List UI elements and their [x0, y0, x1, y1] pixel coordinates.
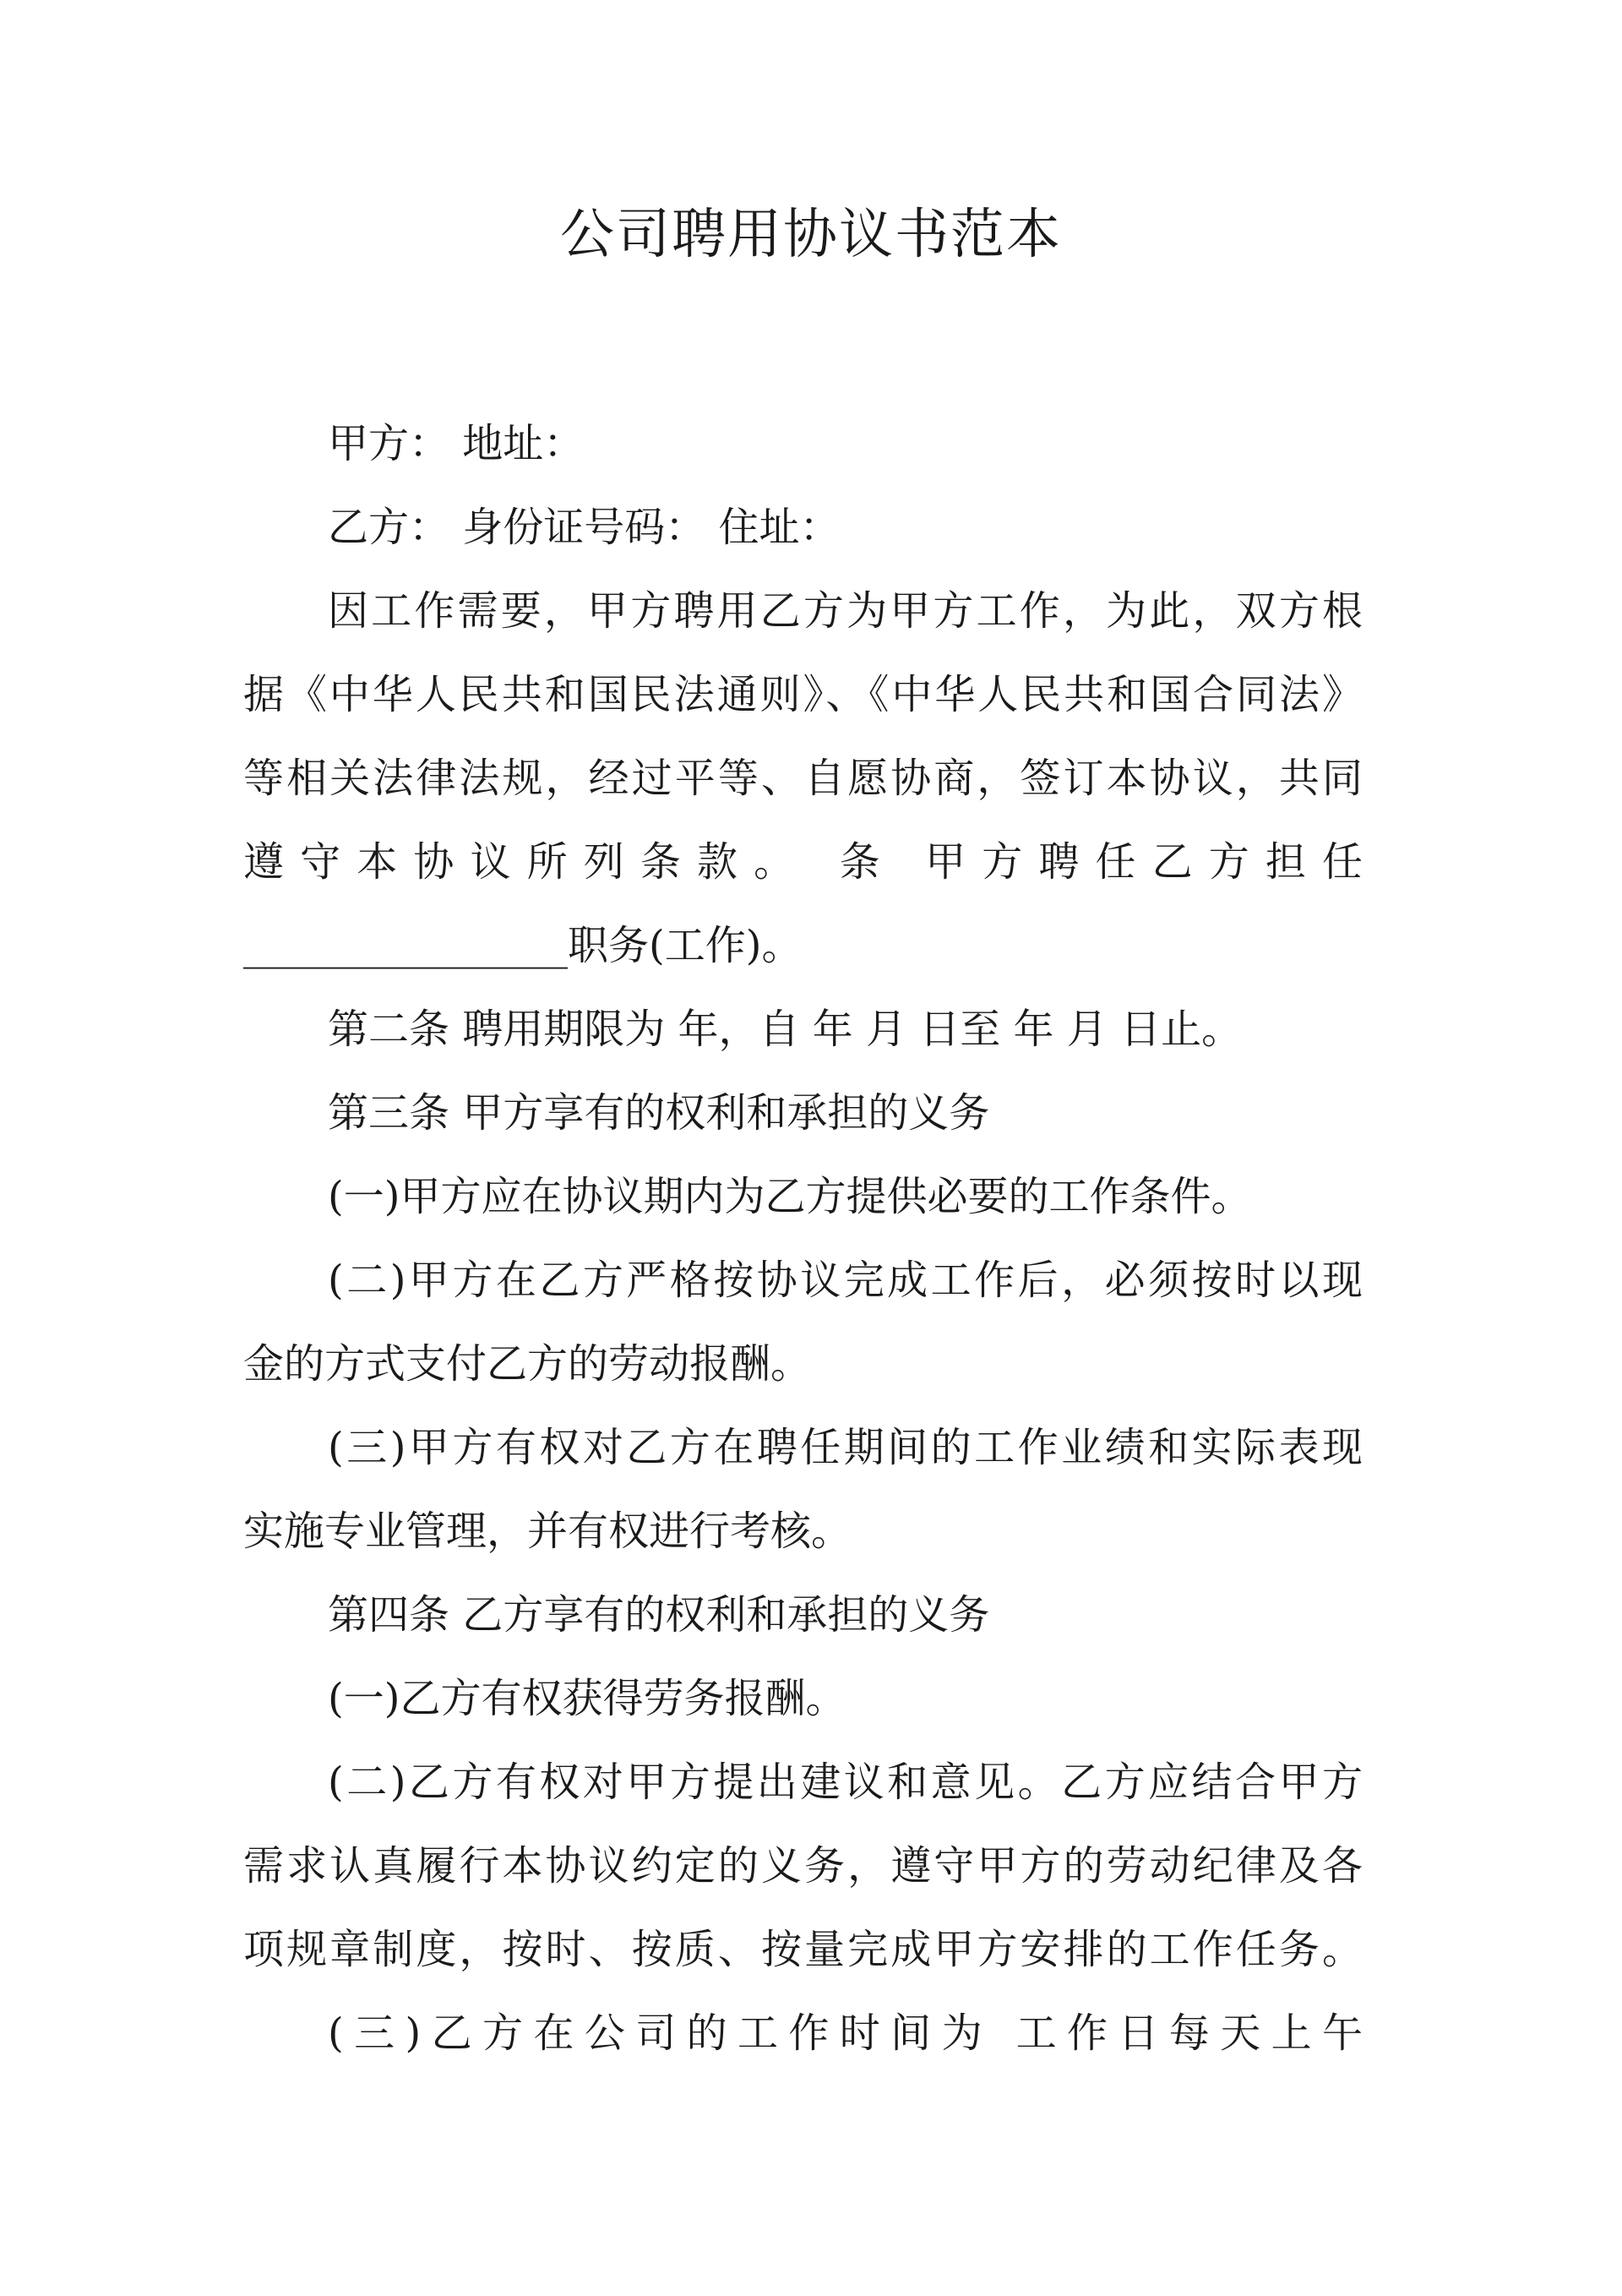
article-3-heading: 第三条 甲方享有的权利和承担的义务 [328, 1089, 990, 1137]
article-3-item-1: (一)甲方应在协议期内为乙方提供必要的工作条件。 [328, 1173, 1252, 1220]
party-b-line: 乙方： 身份证号码： 住址： [328, 504, 841, 551]
article-4-item-2-line-2: 需求认真履行本协议约定的义务，遵守甲方的劳动纪律及各 [243, 1842, 1363, 1890]
article-3-item-2-line-2: 金的方式支付乙方的劳动报酬。 [243, 1340, 812, 1388]
preamble-line-1: 因工作需要，甲方聘用乙方为甲方工作，为此，双方根 [328, 587, 1363, 635]
preamble-line-3: 等相关法律法规，经过平等、自愿协商，签订本协议，共同 [243, 755, 1363, 802]
article-4-item-2-line-1: (二)乙方有权对甲方提出建议和意见。乙方应结合甲方 [328, 1759, 1363, 1806]
article-4-heading: 第四条 乙方享有的权利和承担的义务 [328, 1591, 990, 1639]
preamble-line-4: 遵守本协议所列条款。 条 甲方聘任乙方担任 [243, 838, 1363, 886]
document-body [243, 402, 1363, 2075]
article-3-item-3-line-1: (三)甲方有权对乙方在聘任期间的工作业绩和实际表现 [328, 1424, 1363, 1471]
article-1-position-line: ________________职务(工作)。 [243, 922, 803, 969]
article-4-item-1: (一)乙方有权获得劳务报酬。 [328, 1675, 846, 1722]
document-title: 公司聘用协议书范本 [560, 204, 1062, 266]
party-a-line: 甲方： 地址： [328, 420, 585, 467]
preamble-line-2: 据《中华人民共和国民法通则》、《中华人民共和国合同法》 [243, 671, 1363, 718]
article-3-item-2-line-1: (二)甲方在乙方严格按协议完成工作后，必须按时以现 [328, 1257, 1363, 1304]
article-2-term-line: 第二条 聘用期限为 年，自 年 月 日至 年 月 日止。 [328, 1006, 1243, 1053]
article-4-item-2-line-3: 项规章制度，按时、按质、按量完成甲方安排的工作任务。 [243, 1926, 1363, 1973]
article-4-item-3-line-1: (三)乙方在公司的工作时间为 工作日每天上午 [328, 2010, 1363, 2057]
article-3-item-3-line-2: 实施专业管理，并有权进行考核。 [243, 1508, 852, 1555]
